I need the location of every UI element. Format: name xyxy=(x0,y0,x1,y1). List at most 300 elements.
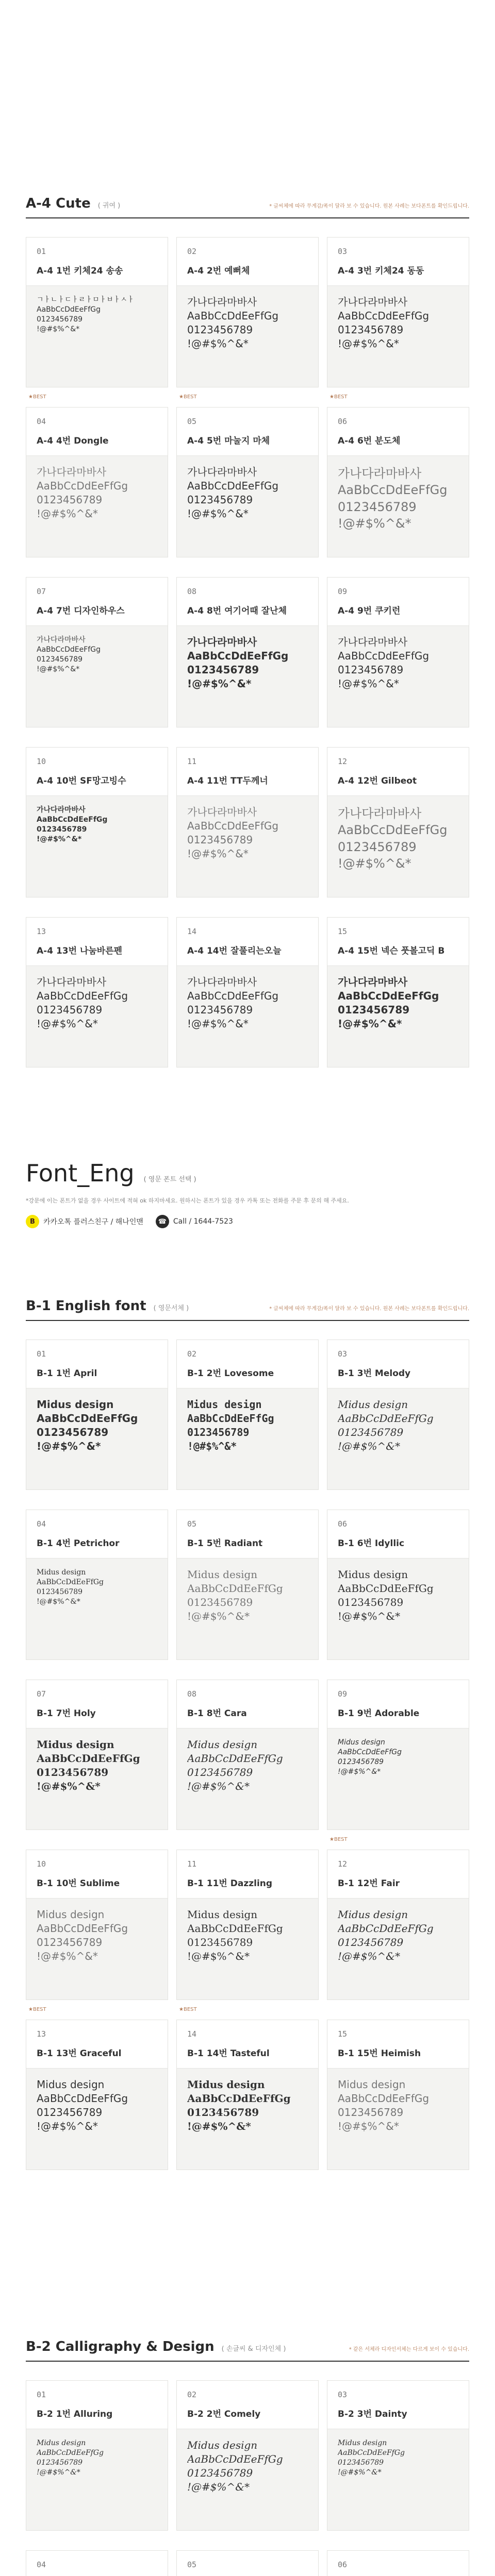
font-sample xyxy=(338,465,458,532)
font-sample xyxy=(187,1568,308,1623)
font-number: 02 xyxy=(187,1349,197,1359)
sample-line-1: 가나다라마바사 xyxy=(187,636,257,648)
sample-line-3: 0123456789 xyxy=(37,1587,83,1596)
sample-line-3: 0123456789 xyxy=(338,664,404,676)
sample-line-2: AaBbCcDdEeFfGg xyxy=(37,2448,104,2457)
font-number: 01 xyxy=(37,2390,46,2399)
sample-line-4: !@#$%^&* xyxy=(187,677,252,690)
sample-line-3: 0123456789 xyxy=(187,664,259,676)
font-card-caption xyxy=(327,1680,469,1728)
font-card[interactable] xyxy=(176,2380,319,2531)
font-number: 07 xyxy=(37,1689,46,1699)
section-subtitle: ( 손글씨 & 디자인체 ) xyxy=(221,2345,286,2353)
font-eng-intro xyxy=(26,1159,469,1228)
font-number: 05 xyxy=(187,1519,197,1529)
font-name: A-4 4번 Dongle xyxy=(37,436,109,446)
font-number: 09 xyxy=(338,1689,348,1699)
sample-line-3: 0123456789 xyxy=(37,315,83,324)
font-name: A-4 13번 나눔바른펜 xyxy=(37,946,123,956)
font-card[interactable] xyxy=(176,1510,319,1660)
font-number: 14 xyxy=(187,927,197,936)
sample-line-1: 가나다라마바사 xyxy=(37,976,107,988)
sample-line-4: !@#$%^&* xyxy=(338,1018,402,1030)
font-sample xyxy=(187,975,308,1031)
sample-line-2: AaBbCcDdEeFfGg xyxy=(187,1922,283,1935)
font-card[interactable] xyxy=(26,1680,168,1830)
font-number: 05 xyxy=(187,2560,197,2569)
font-card-caption xyxy=(327,1510,469,1558)
sample-line-2: AaBbCcDdEeFfGg xyxy=(37,480,128,492)
section-divider xyxy=(26,217,469,218)
font-grid-b1 xyxy=(26,1340,469,2170)
font-number: 10 xyxy=(37,1859,46,1869)
sample-line-2: AaBbCcDdEeFfGg xyxy=(338,1582,434,1595)
contact-row xyxy=(26,1215,469,1228)
font-card-caption xyxy=(26,578,168,626)
font-name: B-2 2번 Comely xyxy=(187,2409,261,2419)
font-name: B-1 9번 Adorable xyxy=(338,1708,420,1719)
sample-line-2: AaBbCcDdEeFfGg xyxy=(37,2092,128,2105)
font-card-caption xyxy=(177,238,318,286)
sample-line-4: !@#$%^&* xyxy=(37,835,82,843)
sample-line-1: 가나다라마바사 xyxy=(338,806,422,821)
sample-line-1: Midus design xyxy=(37,1738,114,1751)
sample-line-2: AaBbCcDdEeFfGg xyxy=(187,820,279,832)
sample-line-1: Midus design xyxy=(338,2439,387,2447)
sample-line-4: !@#$%^&* xyxy=(338,337,399,350)
sample-line-2: AaBbCcDdEeFfGg xyxy=(338,990,439,1002)
sample-line-3: 0123456789 xyxy=(338,2458,384,2467)
font-sample xyxy=(187,2078,308,2133)
sample-line-2: AaBbCcDdEeFfGg xyxy=(187,650,289,662)
sample-line-1: Midus design xyxy=(338,1568,408,1581)
sample-line-1: Midus design xyxy=(338,1908,408,1921)
font-number: 06 xyxy=(338,417,348,426)
font-sample xyxy=(338,295,458,351)
sample-line-2: AaBbCcDdEeFfGg xyxy=(338,1748,402,1756)
sample-line-2: AaBbCcDdEeFfGg xyxy=(338,1922,434,1935)
sample-line-3: 0123456789 xyxy=(37,494,103,506)
section-title-b2 xyxy=(26,2339,286,2354)
sample-line-4: !@#$%^&* xyxy=(187,337,249,350)
sample-line-3: 0123456789 xyxy=(338,1596,404,1608)
sample-line-1: 가나다라마바사 xyxy=(187,466,257,478)
sample-line-2: AaBbCcDdEeFfGg xyxy=(187,2453,283,2465)
sample-line-3: 0123456789 xyxy=(338,1757,384,1766)
font-card[interactable] xyxy=(176,1680,319,1830)
sample-line-4: !@#$%^&* xyxy=(37,507,98,520)
font-number: 04 xyxy=(37,2560,46,2569)
font-card[interactable] xyxy=(176,394,319,557)
sample-line-2: AaBbCcDdEeFfGg xyxy=(37,990,128,1002)
sample-line-2: AaBbCcDdEeFfGg xyxy=(187,990,279,1002)
font-name: B-1 14번 Tasteful xyxy=(187,2048,270,2059)
sample-line-1: Midus design xyxy=(338,1738,385,1747)
sample-line-3: 0123456789 xyxy=(338,499,417,514)
font-number: 01 xyxy=(37,247,46,256)
font-card-caption xyxy=(177,1510,318,1558)
sample-line-2: AaBbCcDdEeFfGg xyxy=(338,310,430,322)
font-sample xyxy=(338,975,458,1031)
font-card[interactable] xyxy=(327,747,469,897)
sample-line-3: 0123456789 xyxy=(187,1596,253,1608)
sample-line-1: 가나다라마바사 xyxy=(187,976,257,988)
font-card[interactable] xyxy=(176,1850,319,2000)
font-sample xyxy=(338,2078,458,2133)
font-name: A-4 3번 키체24 동동 xyxy=(338,266,424,276)
font-card-caption xyxy=(26,1510,168,1558)
sample-line-2: AaBbCcDdEeFfGg xyxy=(187,310,279,322)
sample-line-2: AaBbCcDdEeFfGg xyxy=(37,1412,138,1425)
font-card[interactable] xyxy=(327,1680,469,1830)
font-name: A-4 7번 디자인하우스 xyxy=(37,606,125,616)
sample-line-2: AaBbCcDdEeFfGg xyxy=(37,815,108,824)
font-sample xyxy=(338,1568,458,1623)
font-name: B-1 15번 Heimish xyxy=(338,2048,421,2059)
font-card-caption xyxy=(26,748,168,796)
sample-line-2: AaBbCcDdEeFfGg xyxy=(37,1922,128,1935)
sample-line-1: 가나다라마바사 xyxy=(338,976,408,988)
font-number: 02 xyxy=(187,2390,197,2399)
sample-line-4: !@#$%^&* xyxy=(187,1780,250,1792)
font-card[interactable] xyxy=(26,2380,168,2531)
font-card-caption xyxy=(327,2381,469,2429)
sample-line-1: Midus design xyxy=(187,2439,258,2451)
sample-line-1: Midus design xyxy=(37,2078,105,2091)
font-card-caption xyxy=(177,2551,318,2576)
font-name: A-4 8번 여기어때 잘난체 xyxy=(187,606,287,616)
sample-line-1: Midus design xyxy=(338,1398,408,1411)
font-card[interactable] xyxy=(176,747,319,897)
font-card[interactable] xyxy=(176,2007,319,2170)
font-card[interactable] xyxy=(327,2380,469,2531)
sample-line-1: ㄱㅏㄴㅏㄷㅏㄹㅏㅁㅏㅂㅏㅅㅏ xyxy=(37,296,135,304)
font-sample xyxy=(338,2438,458,2478)
font-card[interactable] xyxy=(26,747,168,897)
sample-line-1: Midus design xyxy=(187,1738,258,1751)
sample-line-2: AaBbCcDdEeFfGg xyxy=(338,650,430,662)
sample-line-3: 0123456789 xyxy=(37,1766,109,1778)
font-card-caption xyxy=(26,2020,168,2069)
font-name: A-4 10번 SF망고빙수 xyxy=(37,776,126,786)
best-badge: ★BEST xyxy=(28,394,46,400)
sample-line-3: 0123456789 xyxy=(187,1766,253,1778)
sample-line-4: !@#$%^&* xyxy=(187,1440,237,1452)
font-name: A-4 2번 예뻐체 xyxy=(187,266,250,276)
font-sample xyxy=(338,1738,458,1777)
font-card[interactable] xyxy=(327,577,469,727)
sample-line-3: 0123456789 xyxy=(187,324,253,336)
section-title-text: B-1 English font xyxy=(26,1298,146,1314)
sample-line-4: !@#$%^&* xyxy=(187,507,249,520)
sample-line-3: 0123456789 xyxy=(187,2467,253,2479)
font-name: A-4 11번 TT두께너 xyxy=(187,776,268,786)
font-sample xyxy=(187,635,308,691)
font-card-caption xyxy=(177,408,318,456)
font-name: B-1 11번 Dazzling xyxy=(187,1878,273,1889)
best-badge: ★BEST xyxy=(329,394,348,400)
sample-line-1: Midus design xyxy=(37,2439,86,2447)
sample-line-2: AaBbCcDdEeFfGg xyxy=(37,305,101,314)
font-card[interactable] xyxy=(327,237,469,387)
sample-line-4: !@#$%^&* xyxy=(37,1597,80,1606)
font-sample xyxy=(338,1908,458,1963)
font-card[interactable] xyxy=(26,2550,168,2576)
font-card-caption xyxy=(26,1340,168,1388)
font-grid-a4 xyxy=(26,237,469,1067)
sample-line-3: 0123456789 xyxy=(187,1426,250,1438)
font-card-caption xyxy=(26,2551,168,2576)
sample-line-1: 가나다라마바사 xyxy=(37,466,107,478)
sample-line-4: !@#$%^&* xyxy=(338,1767,381,1776)
font-number: 02 xyxy=(187,247,197,256)
font-card-caption xyxy=(177,578,318,626)
sample-line-1: 가나다라마바사 xyxy=(187,806,257,818)
sample-line-2: AaBbCcDdEeFfGg xyxy=(187,1752,283,1765)
font-sample xyxy=(187,465,308,521)
sample-line-1: 가나다라마바사 xyxy=(37,636,86,644)
font-number: 03 xyxy=(338,1349,348,1359)
font-number: 15 xyxy=(338,927,348,936)
font-name: B-1 1번 April xyxy=(37,1368,97,1379)
font-card-caption xyxy=(177,2020,318,2069)
best-badge: ★BEST xyxy=(28,2007,46,2012)
font-card[interactable] xyxy=(176,1340,319,1490)
font-card[interactable] xyxy=(26,577,168,727)
font-name: B-1 8번 Cara xyxy=(187,1708,247,1719)
font-sample xyxy=(187,1738,308,1793)
sample-line-4: !@#$%^&* xyxy=(338,2468,382,2477)
section-note: * 같은 서체라 디자인서체는 다르게 보이 수 있습니다. xyxy=(349,2347,469,2352)
font-card[interactable] xyxy=(26,394,168,557)
kakao-label: 카카오톡 플러스친구 / 해나인맨 xyxy=(43,1218,143,1226)
font-eng-select-label: ( 영문 폰트 선택 ) xyxy=(143,1176,196,1183)
sample-line-2: AaBbCcDdEeFfGg xyxy=(37,1752,140,1765)
font-number: 01 xyxy=(37,1349,46,1359)
section-header-b2 xyxy=(26,2339,469,2362)
font-card[interactable] xyxy=(176,577,319,727)
sample-line-1: Midus design xyxy=(37,1568,86,1577)
font-sample xyxy=(37,635,157,674)
sample-line-3: 0123456789 xyxy=(37,655,83,664)
section-header-a4 xyxy=(26,196,469,218)
font-name: B-1 13번 Graceful xyxy=(37,2048,122,2059)
font-card-caption xyxy=(26,918,168,966)
font-card-caption xyxy=(327,408,469,456)
sample-line-4: !@#$%^&* xyxy=(187,2481,250,2493)
sample-line-3: 0123456789 xyxy=(37,1004,103,1016)
section-subtitle: ( 귀여 ) xyxy=(97,202,121,210)
sample-line-2: AaBbCcDdEeFfGg xyxy=(338,2448,405,2457)
sample-line-2: AaBbCcDdEeFfGg xyxy=(187,1412,274,1425)
sample-line-3: 0123456789 xyxy=(37,2458,83,2467)
font-sample xyxy=(187,1398,308,1453)
font-card[interactable] xyxy=(26,1510,168,1660)
sample-line-1: 가나다라마바사 xyxy=(338,296,408,308)
font-card-caption xyxy=(26,2381,168,2429)
sample-line-3: 0123456789 xyxy=(338,1426,404,1438)
sample-line-1: Midus design xyxy=(37,1908,105,1921)
font-name: A-4 14번 잘풀리는오늘 xyxy=(187,946,282,956)
font-name: B-1 5번 Radiant xyxy=(187,1538,263,1549)
font-number: 08 xyxy=(187,587,197,596)
font-card-caption xyxy=(177,1850,318,1899)
sample-line-3: 0123456789 xyxy=(37,1936,103,1948)
font-name: B-1 7번 Holy xyxy=(37,1708,96,1719)
sample-line-4: !@#$%^&* xyxy=(338,516,411,531)
font-card-caption xyxy=(177,748,318,796)
sample-line-2: AaBbCcDdEeFfGg xyxy=(187,1582,283,1595)
sample-line-1: Midus design xyxy=(37,1398,114,1411)
font-number: 03 xyxy=(338,247,348,256)
font-card-caption xyxy=(327,918,469,966)
font-name: B-1 3번 Melody xyxy=(338,1368,411,1379)
section-header-b1 xyxy=(26,1298,469,1321)
sample-line-1: 가나다라마바사 xyxy=(187,296,257,308)
call-label: Call / 1644-7523 xyxy=(173,1217,233,1226)
font-grid-b2 xyxy=(26,2380,469,2576)
sample-line-3: 0123456789 xyxy=(187,2106,259,2119)
font-card-caption xyxy=(26,1850,168,1899)
font-card[interactable] xyxy=(26,1340,168,1490)
font-card[interactable] xyxy=(327,394,469,557)
font-sample xyxy=(37,1398,157,1453)
sample-line-3: 0123456789 xyxy=(187,494,253,506)
font-name: A-4 12번 Gilbeot xyxy=(338,776,417,786)
call-contact[interactable] xyxy=(156,1215,233,1228)
font-sample xyxy=(37,2078,157,2133)
sample-line-4: !@#$%^&* xyxy=(338,2120,399,2132)
font-card[interactable] xyxy=(176,237,319,387)
section-title-a4 xyxy=(26,196,120,211)
font-sample xyxy=(37,2438,157,2478)
sample-line-3: 0123456789 xyxy=(37,2106,103,2119)
sample-line-3: 0123456789 xyxy=(37,825,87,834)
section-title-b1 xyxy=(26,1298,189,1314)
font-card[interactable] xyxy=(176,2550,319,2576)
sample-line-4: !@#$%^&* xyxy=(37,1018,98,1030)
font-card-caption xyxy=(26,408,168,456)
sample-line-4: !@#$%^&* xyxy=(187,1950,250,1962)
font-card-caption xyxy=(327,2551,469,2576)
sample-line-2: AaBbCcDdEeFfGg xyxy=(338,2092,430,2105)
kakao-contact[interactable] xyxy=(26,1215,143,1228)
best-badge: ★BEST xyxy=(329,1837,348,1842)
sample-line-3: 0123456789 xyxy=(187,1936,253,1948)
sample-line-4: !@#$%^&* xyxy=(37,2120,98,2132)
font-sample xyxy=(37,1568,157,1607)
section-note: * 글씨체에 따라 무게감/폭이 달라 보 수 있습니다. 원본 사례는 보다폰트를 확인드립니다. xyxy=(269,1306,469,1312)
sample-line-3: 0123456789 xyxy=(338,1004,410,1016)
font-name: A-4 1번 키체24 송송 xyxy=(37,266,123,276)
font-number: 15 xyxy=(338,2029,348,2039)
font-sample xyxy=(37,1908,157,1963)
sample-line-4: !@#$%^&* xyxy=(37,1950,98,1962)
font-number: 11 xyxy=(187,1859,197,1869)
font-sample xyxy=(338,635,458,691)
font-name: B-2 1번 Alluring xyxy=(37,2409,113,2419)
sample-line-2: AaBbCcDdEeFfGg xyxy=(338,1412,434,1425)
font-card-caption xyxy=(177,2381,318,2429)
section-title-text: A-4 Cute xyxy=(26,196,91,211)
font-card[interactable] xyxy=(26,237,168,387)
sample-line-4: !@#$%^&* xyxy=(37,2468,80,2477)
font-number: 06 xyxy=(338,1519,348,1529)
font-sample xyxy=(187,295,308,351)
sample-line-4: !@#$%^&* xyxy=(338,856,411,871)
sample-line-2: AaBbCcDdEeFfGg xyxy=(37,645,101,654)
sample-line-2: AaBbCcDdEeFfGg xyxy=(338,483,448,498)
sample-line-4: !@#$%^&* xyxy=(338,677,399,690)
best-badge: ★BEST xyxy=(179,394,197,400)
font-number: 11 xyxy=(187,757,197,766)
font-card[interactable] xyxy=(327,1340,469,1490)
sample-line-3: 0123456789 xyxy=(338,324,404,336)
sample-line-4: !@#$%^&* xyxy=(338,1950,401,1962)
sample-line-1: Midus design xyxy=(187,1398,262,1411)
sample-line-4: !@#$%^&* xyxy=(187,848,249,860)
font-card[interactable] xyxy=(176,917,319,1067)
sample-line-4: !@#$%^&* xyxy=(338,1440,401,1452)
best-badge: ★BEST xyxy=(179,2007,197,2012)
font-card-caption xyxy=(327,578,469,626)
font-card[interactable] xyxy=(26,1850,168,2000)
font-name: B-1 2번 Lovesome xyxy=(187,1368,274,1379)
font-card[interactable] xyxy=(327,2020,469,2170)
font-number: 04 xyxy=(37,417,46,426)
font-name: A-4 15번 넥슨 풋볼고딕 B xyxy=(338,946,445,956)
sample-line-3: 0123456789 xyxy=(338,2106,404,2119)
sample-line-4: !@#$%^&* xyxy=(37,1440,101,1452)
font-card-caption xyxy=(327,238,469,286)
sample-line-1: 가나다라마바사 xyxy=(37,806,86,814)
font-card[interactable] xyxy=(327,1510,469,1660)
font-sample xyxy=(37,805,157,844)
section-subtitle: ( 영문서체 ) xyxy=(153,1304,189,1312)
font-card-caption xyxy=(26,1680,168,1728)
sample-line-3: 0123456789 xyxy=(37,1426,109,1438)
sample-line-2: AaBbCcDdEeFfGg xyxy=(338,823,448,838)
sample-line-4: !@#$%^&* xyxy=(37,1780,101,1792)
sample-line-1: Midus design xyxy=(338,2078,406,2091)
font-sample xyxy=(187,2438,308,2494)
font-number: 03 xyxy=(338,2390,348,2399)
sample-line-1: Midus design xyxy=(187,1568,258,1581)
font-card[interactable] xyxy=(26,2007,168,2170)
sample-line-4: !@#$%^&* xyxy=(187,1018,249,1030)
font-number: 12 xyxy=(338,1859,348,1869)
font-sample xyxy=(187,1908,308,1963)
font-name: B-1 10번 Sublime xyxy=(37,1878,120,1889)
font-card[interactable] xyxy=(26,917,168,1067)
section-note: * 글씨체에 따라 무게감/폭이 달라 보 수 있습니다. 원본 사례는 보다폰트를 확인드립니다. xyxy=(269,204,469,209)
font-number: 08 xyxy=(187,1689,197,1699)
section-divider xyxy=(26,1320,469,1321)
kakao-talk-icon: B xyxy=(26,1215,39,1228)
font-card[interactable] xyxy=(327,2550,469,2576)
font-sample xyxy=(338,805,458,872)
font-card-caption xyxy=(327,2020,469,2069)
sample-line-1: 가나다라마바사 xyxy=(338,466,422,481)
font-card-caption xyxy=(327,1340,469,1388)
font-card[interactable] xyxy=(327,917,469,1067)
font-card[interactable] xyxy=(327,1837,469,2000)
sample-line-3: 0123456789 xyxy=(338,1936,404,1948)
sample-line-4: !@#$%^&* xyxy=(338,1610,401,1622)
sample-line-3: 0123456789 xyxy=(187,834,253,846)
section-divider xyxy=(26,2361,469,2362)
sample-line-3: 0123456789 xyxy=(338,839,417,854)
